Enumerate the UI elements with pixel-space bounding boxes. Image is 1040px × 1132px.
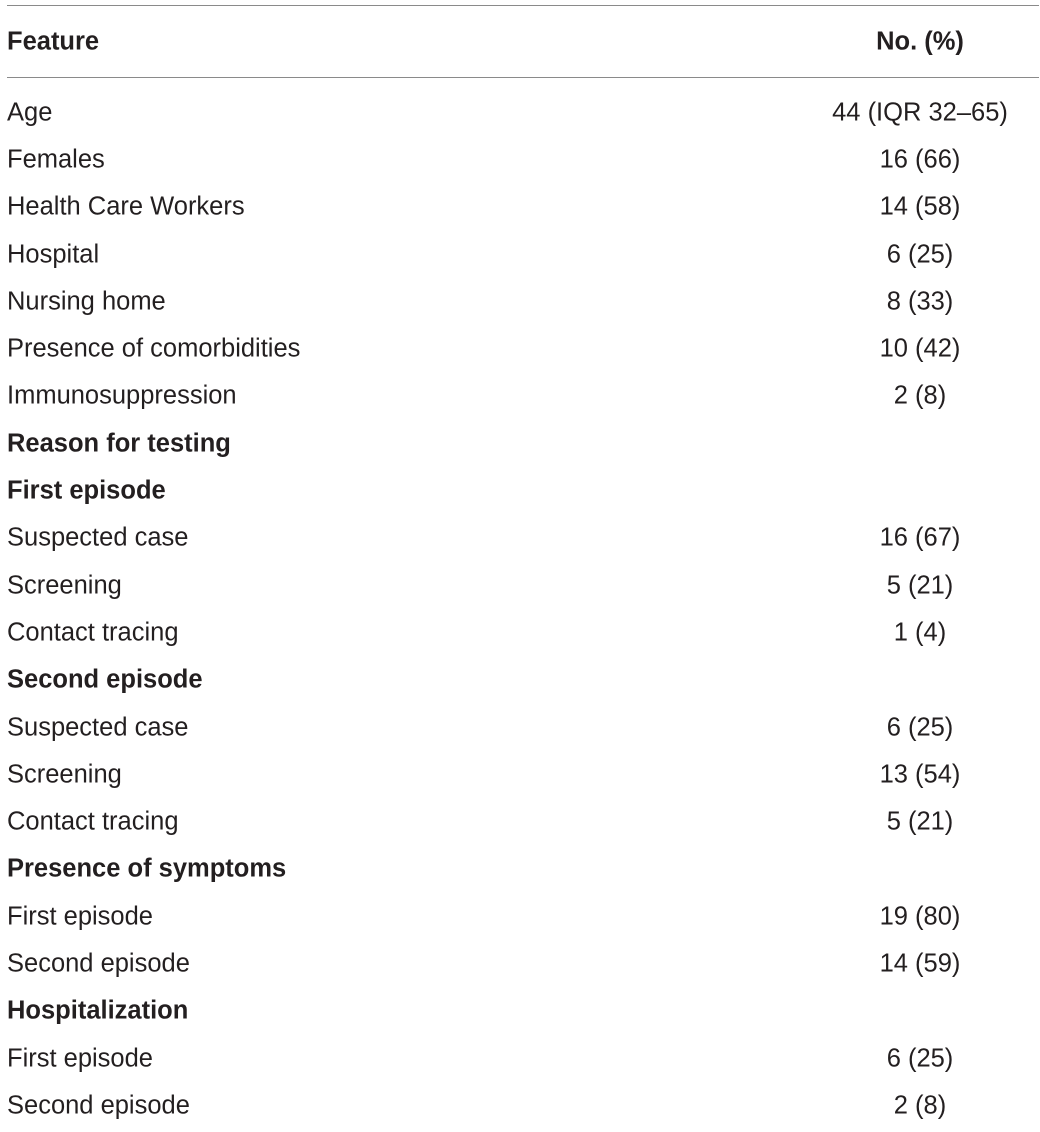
table-header: [7, 6, 1039, 77]
characteristics-table: [7, 5, 1039, 1130]
table-row: [7, 231, 1039, 278]
row-label: First episode: [7, 902, 153, 931]
row-value: 19 (80): [879, 902, 961, 931]
table-row: [7, 89, 1039, 136]
row-value: 6 (25): [886, 713, 954, 741]
row-value: 6 (25): [886, 240, 954, 269]
row-label: Hospitalization: [7, 996, 189, 1025]
table-row: [7, 515, 1039, 562]
row-label: Contact tracing: [7, 618, 179, 647]
section-header-row: [7, 420, 1039, 467]
table-row: [7, 1082, 1039, 1129]
row-label: Presence of comorbidities: [7, 334, 301, 363]
section-header-row: [7, 846, 1039, 893]
row-value: 6 (25): [886, 1044, 954, 1073]
row-value: 1 (4): [893, 618, 947, 647]
row-value: 10 (42): [879, 334, 961, 363]
row-label: Hospital: [7, 240, 100, 269]
row-label: Immunosuppression: [7, 381, 237, 410]
table-row: [7, 751, 1039, 798]
table-row: [7, 940, 1039, 987]
row-value: 14 (59): [879, 949, 961, 978]
row-value: 16 (67): [879, 523, 961, 552]
row-label: Suspected case: [7, 523, 189, 552]
row-value: 8 (33): [886, 287, 954, 316]
table-row: [7, 562, 1039, 609]
row-label: Screening: [7, 760, 122, 789]
table-row: [7, 1035, 1039, 1082]
table-row: [7, 184, 1039, 231]
row-value: 14 (58): [879, 192, 961, 221]
table-row: [7, 136, 1039, 183]
table-body: [7, 78, 1039, 1130]
header-feature: Feature: [7, 27, 100, 55]
row-value: 13 (54): [879, 760, 961, 789]
row-label: Contact tracing: [7, 807, 179, 836]
row-value: 44 (IQR 32–65): [832, 98, 1008, 127]
row-value: 5 (21): [886, 571, 954, 600]
table-row: [7, 704, 1039, 751]
row-value: 2 (8): [893, 1091, 947, 1120]
row-value: 2 (8): [893, 381, 947, 410]
row-label: Screening: [7, 571, 122, 600]
row-label: First episode: [7, 1044, 153, 1073]
header-value: No. (%): [876, 27, 964, 55]
section-header-row: [7, 988, 1039, 1035]
row-label: Age: [7, 98, 53, 127]
row-label: Nursing home: [7, 287, 166, 316]
row-label: Second episode: [7, 1091, 190, 1120]
row-label: Females: [7, 145, 105, 174]
row-label: Presence of symptoms: [7, 854, 287, 883]
row-value: 5 (21): [886, 807, 954, 836]
table-row: [7, 325, 1039, 372]
row-label: Second episode: [7, 949, 190, 978]
table-row: [7, 278, 1039, 325]
table-row: [7, 373, 1039, 420]
section-header-row: [7, 467, 1039, 514]
section-header-row: [7, 657, 1039, 704]
row-label: Second episode: [7, 665, 203, 694]
table-row: [7, 893, 1039, 940]
row-label: Reason for testing: [7, 429, 231, 458]
row-label: Health Care Workers: [7, 192, 245, 221]
row-label: First episode: [7, 476, 166, 505]
table-row: [7, 609, 1039, 656]
row-label: Suspected case: [7, 713, 189, 741]
row-value: 16 (66): [879, 145, 961, 174]
table-row: [7, 798, 1039, 845]
